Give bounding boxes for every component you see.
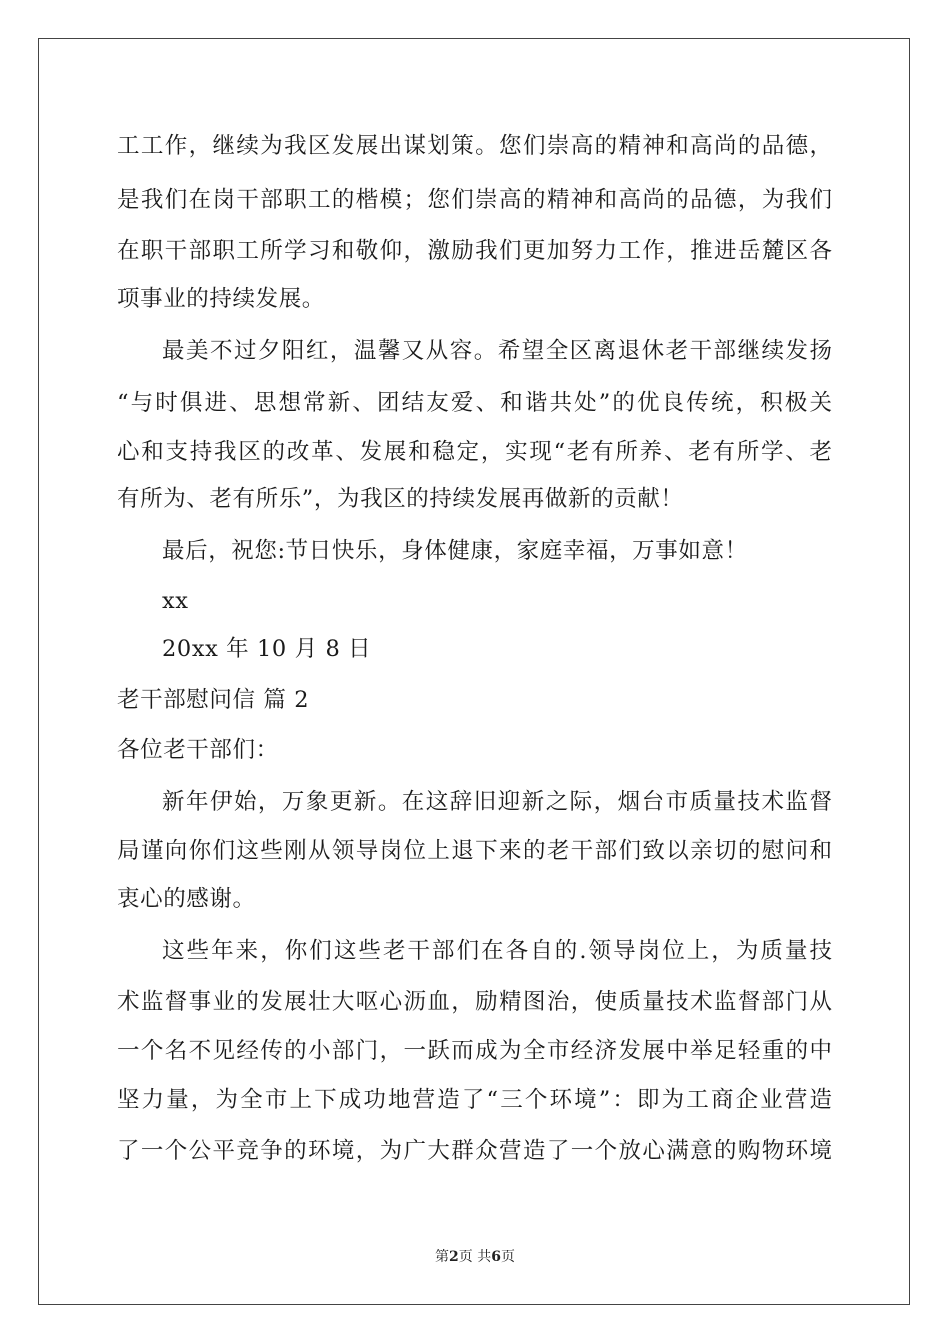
body-line: “与时俱进、思想常新、团结友爱、和谐共处”的优良传统，积极关	[117, 390, 832, 416]
body-line: 一个名不见经传的小部门，一跃而成为全市经济发展中举足轻重的中	[117, 1038, 832, 1064]
section-heading: 老干部慰问信 篇 2	[117, 687, 310, 713]
body-line: 最美不过夕阳红，温馨又从容。希望全区离退休老干部继续发扬	[162, 338, 832, 364]
closing-wishes: 最后，祝您:节日快乐，身体健康，家庭幸福，万事如意！	[162, 538, 748, 564]
total-pages: 6	[491, 1249, 501, 1265]
body-line: 在职干部职工所学习和敬仰，激励我们更加努力工作，推进岳麓区各	[117, 238, 832, 264]
salutation: 各位老干部们：	[117, 737, 279, 763]
current-page: 2	[449, 1249, 459, 1265]
body-line: 有所为、老有所乐”，为我区的持续发展再做新的贡献！	[117, 486, 684, 512]
body-line: 术监督事业的发展壮大呕心沥血，励精图治，使质量技术监督部门从	[117, 989, 832, 1015]
body-line: 了一个公平竞争的环境，为广大群众营造了一个放心满意的购物环境	[117, 1138, 832, 1164]
page-suffix: 页	[500, 1249, 515, 1265]
page-number-footer	[0, 1248, 950, 1266]
page-mid: 页 共	[458, 1249, 492, 1265]
body-line: 局谨向你们这些刚从领导岗位上退下来的老干部们致以亲切的慰问和	[117, 838, 832, 864]
date: 20xx 年 10 月 8 日	[162, 636, 372, 662]
body-line: 新年伊始，万象更新。在这辞旧迎新之际，烟台市质量技术监督	[162, 789, 832, 815]
body-line: 衷心的感谢。	[117, 886, 256, 912]
signature: xx	[162, 588, 189, 614]
body-line: 心和支持我区的改革、发展和稳定，实现“老有所养、老有所学、老	[117, 439, 832, 465]
body-line: 工工作，继续为我区发展出谋划策。您们崇高的精神和高尚的品德，	[117, 133, 832, 159]
body-line: 是我们在岗干部职工的楷模；您们崇高的精神和高尚的品德，为我们	[117, 187, 832, 213]
body-line: 坚力量，为全市上下成功地营造了“三个环境”：即为工商企业营造	[117, 1087, 832, 1113]
body-line: 这些年来，你们这些老干部们在各自的.领导岗位上，为质量技	[162, 938, 832, 964]
page-prefix: 第	[435, 1249, 450, 1265]
body-line: 项事业的持续发展。	[117, 286, 325, 312]
